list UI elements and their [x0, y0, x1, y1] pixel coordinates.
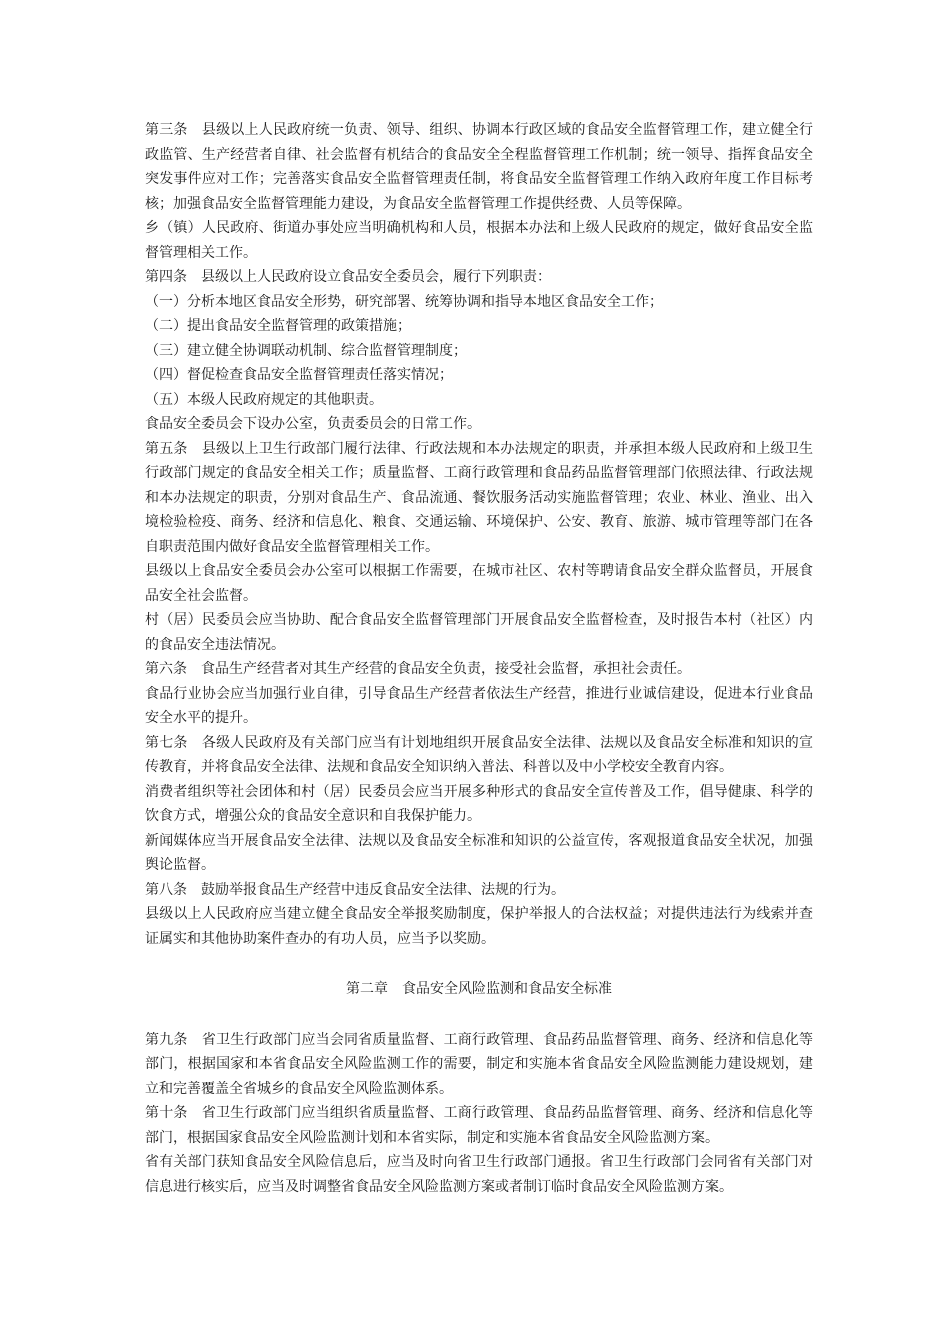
article-4-paragraph: 第四条 县级以上人民政府设立食品安全委员会，履行下列职责：	[145, 269, 551, 285]
village-committee-paragraph: 村（居）民委员会应当协助、配合食品安全监督管理部门开展食品安全监督检查，及时报告本村（社区）内的食品安全违法情况。	[145, 612, 813, 653]
consumer-organization-paragraph: 消费者组织等社会团体和村（居）民委员会应当开展多种形式的食品安全宣传普及工作，倡导健康、科学的饮食方式，增强公众的食品安全意识和自我保护能力。	[145, 783, 813, 824]
duty-item-3: （三）建立健全协调联动机制、综合监督管理制度；	[145, 342, 467, 359]
article-5-paragraph: 第五条 县级以上卫生行政部门履行法律、行政法规和本办法规定的职责，并承担本级人民政府和上级卫生行政部门规定的食品安全相关工作；质量监督、工商行政管理和食品药品监督管理部门依照法律、行政法规和本办法规定的职责，分别对食品生产、食品流通、餐饮服务活动实施监督管理；农业、林业、渔业、出入境检验检疫、商务、经济和信息化、粮食、交通运输、环境保护、公安、教育、旅游、城市管理等部门在各自职责范围内做好食品安全监督管理相关工作。	[145, 440, 813, 555]
news-media-paragraph: 新闻媒体应当开展食品安全法律、法规以及食品安全标准和知识的公益宣传，客观报道食品安全状况，加强舆论监督。	[145, 832, 813, 873]
duty-item-4: （四）督促检查食品安全监督管理责任落实情况；	[145, 367, 453, 383]
article-8-paragraph: 第八条 鼓励举报食品生产经营中违反食品安全法律、法规的行为。	[145, 881, 565, 898]
reward-system-paragraph: 县级以上人民政府应当建立健全食品安全举报奖励制度，保护举报人的合法权益；对提供违法行为线索并查证属实和其他协助案件查办的有功人员，应当予以奖励。	[145, 906, 813, 947]
risk-information-paragraph: 省有关部门获知食品安全风险信息后，应当及时向省卫生行政部门通报。省卫生行政部门会同省有关部门对信息进行核实后，应当及时调整省食品安全风险监测方案或者制订临时食品安全风险监测方案。	[145, 1154, 813, 1195]
article-10-paragraph: 第十条 省卫生行政部门应当组织省质量监督、工商行政管理、食品药品监督管理、商务、经济和信息化等部门，根据国家食品安全风险监测计划和本省实际，制定和实施本省食品安全风险监测方案。	[145, 1105, 813, 1146]
committee-office-paragraph: 食品安全委员会下设办公室，负责委员会的日常工作。	[145, 416, 481, 432]
chapter-title: 第二章 食品安全风险监测和食品安全标准	[346, 981, 612, 997]
article-9-paragraph: 第九条 省卫生行政部门应当会同省质量监督、工商行政管理、食品药品监督管理、商务、经济和信息化等部门，根据国家和本省食品安全风险监测工作的需要，制定和实施本省食品安全风险监测能力建设规划，建立和完善覆盖全省城乡的食品安全风险监测体系。	[145, 1031, 813, 1097]
article-3-paragraph: 第三条 县级以上人民政府统一负责、领导、组织、协调本行政区域的食品安全监督管理工作，建立健全行政监管、生产经营者自律、社会监督有机结合的食品安全全程监督管理工作机制；统一领导、指挥食品安全突发事件应对工作；完善落实食品安全监督管理责任制，将食品安全监督管理工作纳入政府年度工作目标考核；加强食品安全监督管理能力建设，为食品安全监督管理工作提供经费、人员等保障。	[145, 122, 813, 212]
industry-association-paragraph: 食品行业协会应当加强行业自律，引导食品生产经营者依法生产经营，推进行业诚信建设，促进本行业食品安全水平的提升。	[145, 685, 813, 726]
article-6-paragraph: 第六条 食品生产经营者对其生产经营的食品安全负责，接受社会监督，承担社会责任。	[145, 661, 691, 677]
duty-item-2: （二）提出食品安全监督管理的政策措施；	[145, 318, 411, 334]
document-body	[145, 118, 813, 1199]
duty-item-1: （一）分析本地区食品安全形势，研究部署、统筹协调和指导本地区食品安全工作；	[145, 293, 663, 310]
duty-item-5: （五）本级人民政府规定的其他职责。	[145, 391, 383, 408]
supervisor-paragraph: 县级以上食品安全委员会办公室可以根据工作需要，在城市社区、农村等聘请食品安全群众监督员，开展食品安全社会监督。	[145, 563, 813, 604]
article-7-paragraph: 第七条 各级人民政府及有关部门应当有计划地组织开展食品安全法律、法规以及食品安全标准和知识的宣传教育，并将食品安全法律、法规和食品安全知识纳入普法、科普以及中小学校安全教育内容。	[145, 734, 813, 775]
township-paragraph: 乡（镇）人民政府、街道办事处应当明确机构和人员，根据本办法和上级人民政府的规定，做好食品安全监督管理相关工作。	[145, 220, 813, 261]
